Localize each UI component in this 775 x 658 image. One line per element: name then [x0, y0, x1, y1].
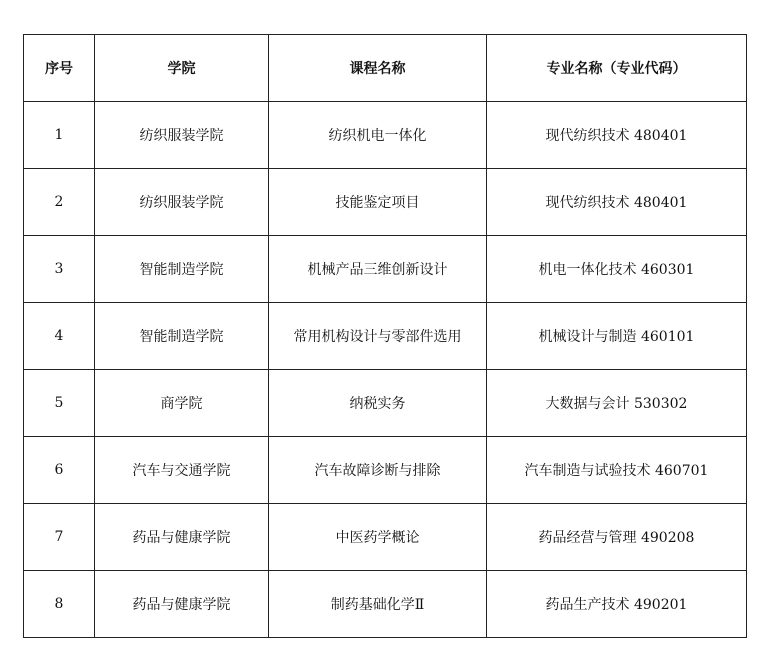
cell-major: 现代纺织技术 480401: [487, 102, 747, 169]
table-row: [24, 236, 747, 303]
cell-college: 智能制造学院: [95, 236, 269, 303]
header-seq: 序号: [24, 35, 95, 102]
header-major: 专业名称（专业代码）: [487, 35, 747, 102]
cell-major: 大数据与会计 530302: [487, 370, 747, 437]
cell-course: 制药基础化学Ⅱ: [269, 571, 487, 638]
cell-seq: 1: [24, 102, 95, 169]
cell-major: 药品经营与管理 490208: [487, 504, 747, 571]
course-table: [23, 34, 747, 638]
table-body: [24, 102, 747, 638]
cell-college: 商学院: [95, 370, 269, 437]
header-college: 学院: [95, 35, 269, 102]
table-row: [24, 169, 747, 236]
cell-college: 智能制造学院: [95, 303, 269, 370]
cell-course: 纺织机电一体化: [269, 102, 487, 169]
header-course: 课程名称: [269, 35, 487, 102]
cell-college: 药品与健康学院: [95, 504, 269, 571]
cell-major: 现代纺织技术 480401: [487, 169, 747, 236]
cell-course: 常用机构设计与零部件选用: [269, 303, 487, 370]
cell-seq: 7: [24, 504, 95, 571]
cell-course: 技能鉴定项目: [269, 169, 487, 236]
table-row: [24, 370, 747, 437]
cell-seq: 5: [24, 370, 95, 437]
cell-college: 汽车与交通学院: [95, 437, 269, 504]
cell-seq: 6: [24, 437, 95, 504]
header-row: [24, 35, 747, 102]
cell-major: 机电一体化技术 460301: [487, 236, 747, 303]
cell-seq: 2: [24, 169, 95, 236]
table-row: [24, 303, 747, 370]
table-header: [24, 35, 747, 102]
table-row: [24, 102, 747, 169]
cell-course: 中医药学概论: [269, 504, 487, 571]
cell-major: 机械设计与制造 460101: [487, 303, 747, 370]
table-row: [24, 504, 747, 571]
table-row: [24, 437, 747, 504]
cell-college: 纺织服装学院: [95, 102, 269, 169]
cell-seq: 4: [24, 303, 95, 370]
cell-course: 纳税实务: [269, 370, 487, 437]
cell-college: 纺织服装学院: [95, 169, 269, 236]
cell-seq: 8: [24, 571, 95, 638]
table-row: [24, 571, 747, 638]
cell-major: 汽车制造与试验技术 460701: [487, 437, 747, 504]
cell-course: 汽车故障诊断与排除: [269, 437, 487, 504]
cell-seq: 3: [24, 236, 95, 303]
cell-college: 药品与健康学院: [95, 571, 269, 638]
cell-major: 药品生产技术 490201: [487, 571, 747, 638]
cell-course: 机械产品三维创新设计: [269, 236, 487, 303]
